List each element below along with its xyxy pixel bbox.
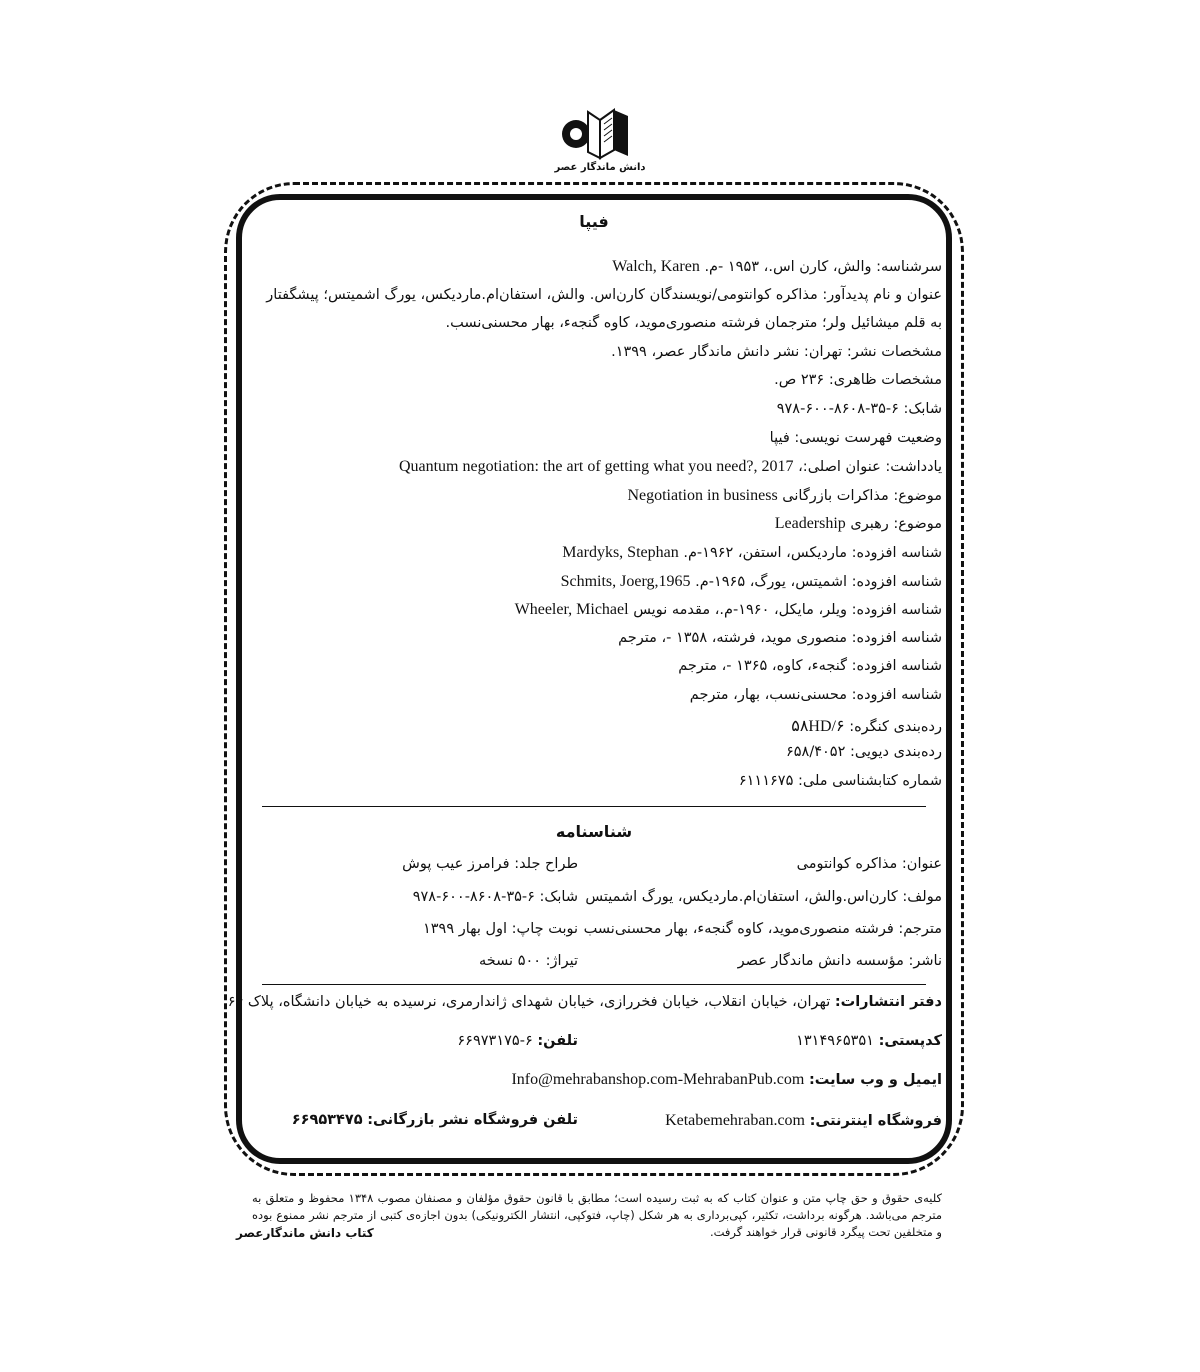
fipa-line-text: سرشناسه: والش، کارن اس.، ۱۹۵۳ -م. [704,259,942,275]
fipa-line [791,716,942,736]
fipa-line-text: شناسه افزوده: ماردیکس، استفن، ۱۹۶۲-م. [683,545,942,561]
fipa-line [770,430,942,446]
fipa-line [618,630,942,646]
fipa-line [562,544,942,562]
sheet-isbn-field: شابک: ۶-۳۵-۸۶۰۸-۶۰۰-۹۷۸ [412,889,578,905]
footer-publisher: کتاب دانش ماندگارعصر [236,1226,374,1240]
sheet-title-field: عنوان: مذاکره کوانتومی [796,856,942,872]
sheet-publisher-field: ناشر: مؤسسه دانش ماندگار عصر [737,953,942,969]
publisher-logo [548,102,652,178]
office-value: تهران، خیابان انقلاب، خیابان فخررازی، خیابان شهدای ژاندارمری، نرسیده به خیابان دانشگاه، پلاک ۶۴ [227,994,831,1010]
fipa-line [561,573,942,591]
fipa-line [515,601,942,619]
phone-value: ۶-۶۶۹۷۳۱۷۵ [457,1033,533,1049]
fipa-line-english: Negotiation in business [627,486,778,504]
fipa-line [612,258,942,276]
fipa-line [786,744,942,760]
fipa-line-text: عنوان و نام پدیدآور: مذاکره کوانتومی/نویسندگان کارن‌اس. والش، استفان‌ام.ماردیکس، یورگ اشمیتس؛ پیشگفتار [266,286,942,303]
fipa-line [777,401,942,417]
fipa-line-english: Mardyks, Stephan [562,544,679,561]
fipa-line-english: Leadership [774,515,846,533]
copyright-notice: کلیه‌ی حقوق و حق چاپ متن و عنوان کتاب که به ثبت رسیده است؛ مطابق با قانون حقوق مؤلفان و مصنفان مصوب ۱۳۴۸ محفوظ و متعلق به مترجم می‌باشد. هرگونه برداشت، تکثیر، کپی‌برداری به هر شکل (چاپ، فتوکپی، انتشار الکترونیکی) بدون اجازه‌ی کتبی از مترجم نشر ممنوع بوده و متخلفین تحت پیگرد قانونی قرار خواهند گرفت. [252,1191,942,1239]
email-website [511,1071,942,1089]
sheet-print-run-field: تیراژ: ۵۰۰ نسخه [478,953,578,969]
fipa-line-english: Wheeler, Michael [514,601,629,619]
phone-label: تلفن: [537,1033,578,1049]
postal-code [796,1033,942,1049]
fipa-line-english: ۵۸HD/۶ [791,717,845,735]
inner-frame [236,194,952,1164]
fipa-line-english: Quantum negotiation: the art of getting what you need?, 2017 [398,458,794,476]
sheet-author-field: مولف: کارن‌اس.والش، استفان‌ام.ماردیکس، یورگ اشمیتس [585,889,942,905]
office-address [228,994,942,1010]
fipa-line-english: Schmits, Joerg,1965 [560,572,691,590]
fipa-line-text: شماره کتابشناسی ملی: ۶۱۱۱۶۷۵ [738,772,942,789]
fipa-line-text: وضعیت فهرست نویسی: فیپا [769,429,942,446]
fipa-line-text: شناسه افزوده: منصوری موید، فرشته، ۱۳۵۸ -، مترجم [618,629,942,646]
fipa-line-text: مشخصات نشر: تهران: نشر دانش ماندگار عصر، ۱۳۹۹. [611,343,942,360]
fipa-line-text: شناسه افزوده: گنجه‌ء، کاوه، ۱۳۶۵ -، مترجم [678,658,942,675]
fipa-line [266,287,942,303]
office-label: دفتر انتشارات: [834,994,942,1010]
postal-label: کدپستی: [878,1033,942,1049]
fipa-line-text: یادداشت: عنوان اصلی:، [798,459,942,476]
store-phone [292,1112,578,1128]
store-value[interactable]: Ketabemehraban.com [665,1112,805,1129]
fipa-line [446,315,942,331]
sheet-cover-designer-field: طراح جلد: فرامرز عیب پوش [402,856,578,872]
fipa-line-text: مشخصات ظاهری: ۲۳۶ ص. [774,372,942,389]
fipa-line-text: موضوع: رهبری [850,516,942,533]
sheet-translator-field: مترجم: فرشته منصوری‌موید، کاوه گنجه‌ء، بهار محسنی‌نسب [583,921,942,937]
fipa-line-text: شناسه افزوده: ویلر، مایکل، ۱۹۶۰-م.، مقدمه نویس [633,602,942,619]
divider-rule [262,806,926,807]
fipa-line [627,487,942,505]
fipa-line-text: شابک: ۶-۳۵-۸۶۰۸-۶۰۰-۹۷۸ [776,401,942,417]
email-label: ایمیل و وب سایت: [808,1072,942,1088]
sheet-title: شناسنامه [555,822,633,841]
fipa-line-text: شناسه افزوده: محسنی‌نسب، بهار، مترجم [689,687,942,703]
book-publisher-logo-icon [548,102,652,162]
sheet-edition-field: نوبت چاپ: اول بهار ۱۳۹۹ [422,921,578,937]
fipa-line-english: Walch, Karen [612,258,700,275]
fipa-line [611,344,942,360]
fipa-line [775,515,942,533]
fipa-line-text: شناسه افزوده: اشمیتس، یورگ، ۱۹۶۵-م. [695,573,942,590]
divider-rule [262,984,926,985]
fipa-line [678,658,942,674]
fipa-line-text: رده‌بندی دیویی: ۶۵۸/۴۰۵۲ [785,744,942,761]
fipa-line [690,687,942,703]
phone [457,1033,578,1049]
fipa-line-text: به قلم میشائیل ولر؛ مترجمان فرشته منصوری‌موید، کاوه گنجه‌ء، بهار محسنی‌نسب. [445,315,942,332]
store-phone-value: ۶۶۹۵۳۴۷۵ [291,1112,363,1128]
store-phone-label: تلفن فروشگاه نشر بازرگانی: [367,1112,578,1128]
email-value[interactable]: Info@mehrabanshop.com-MehrabanPub.com [511,1071,805,1088]
fipa-line-text: رده‌بندی کنگره: [849,718,942,735]
logo-text: دانش ماندگار عصر [554,162,646,173]
postal-value: ۱۳۱۴۹۶۵۳۵۱ [796,1033,874,1049]
fipa-line [399,458,942,476]
store-label: فروشگاه اینترنتی: [809,1113,942,1129]
online-store [665,1112,942,1130]
fipa-line [739,773,942,789]
fipa-line [774,372,942,388]
fipa-line-text: موضوع: مذاکرات بازرگانی [782,487,942,504]
fipa-title: فیپا [579,212,609,231]
